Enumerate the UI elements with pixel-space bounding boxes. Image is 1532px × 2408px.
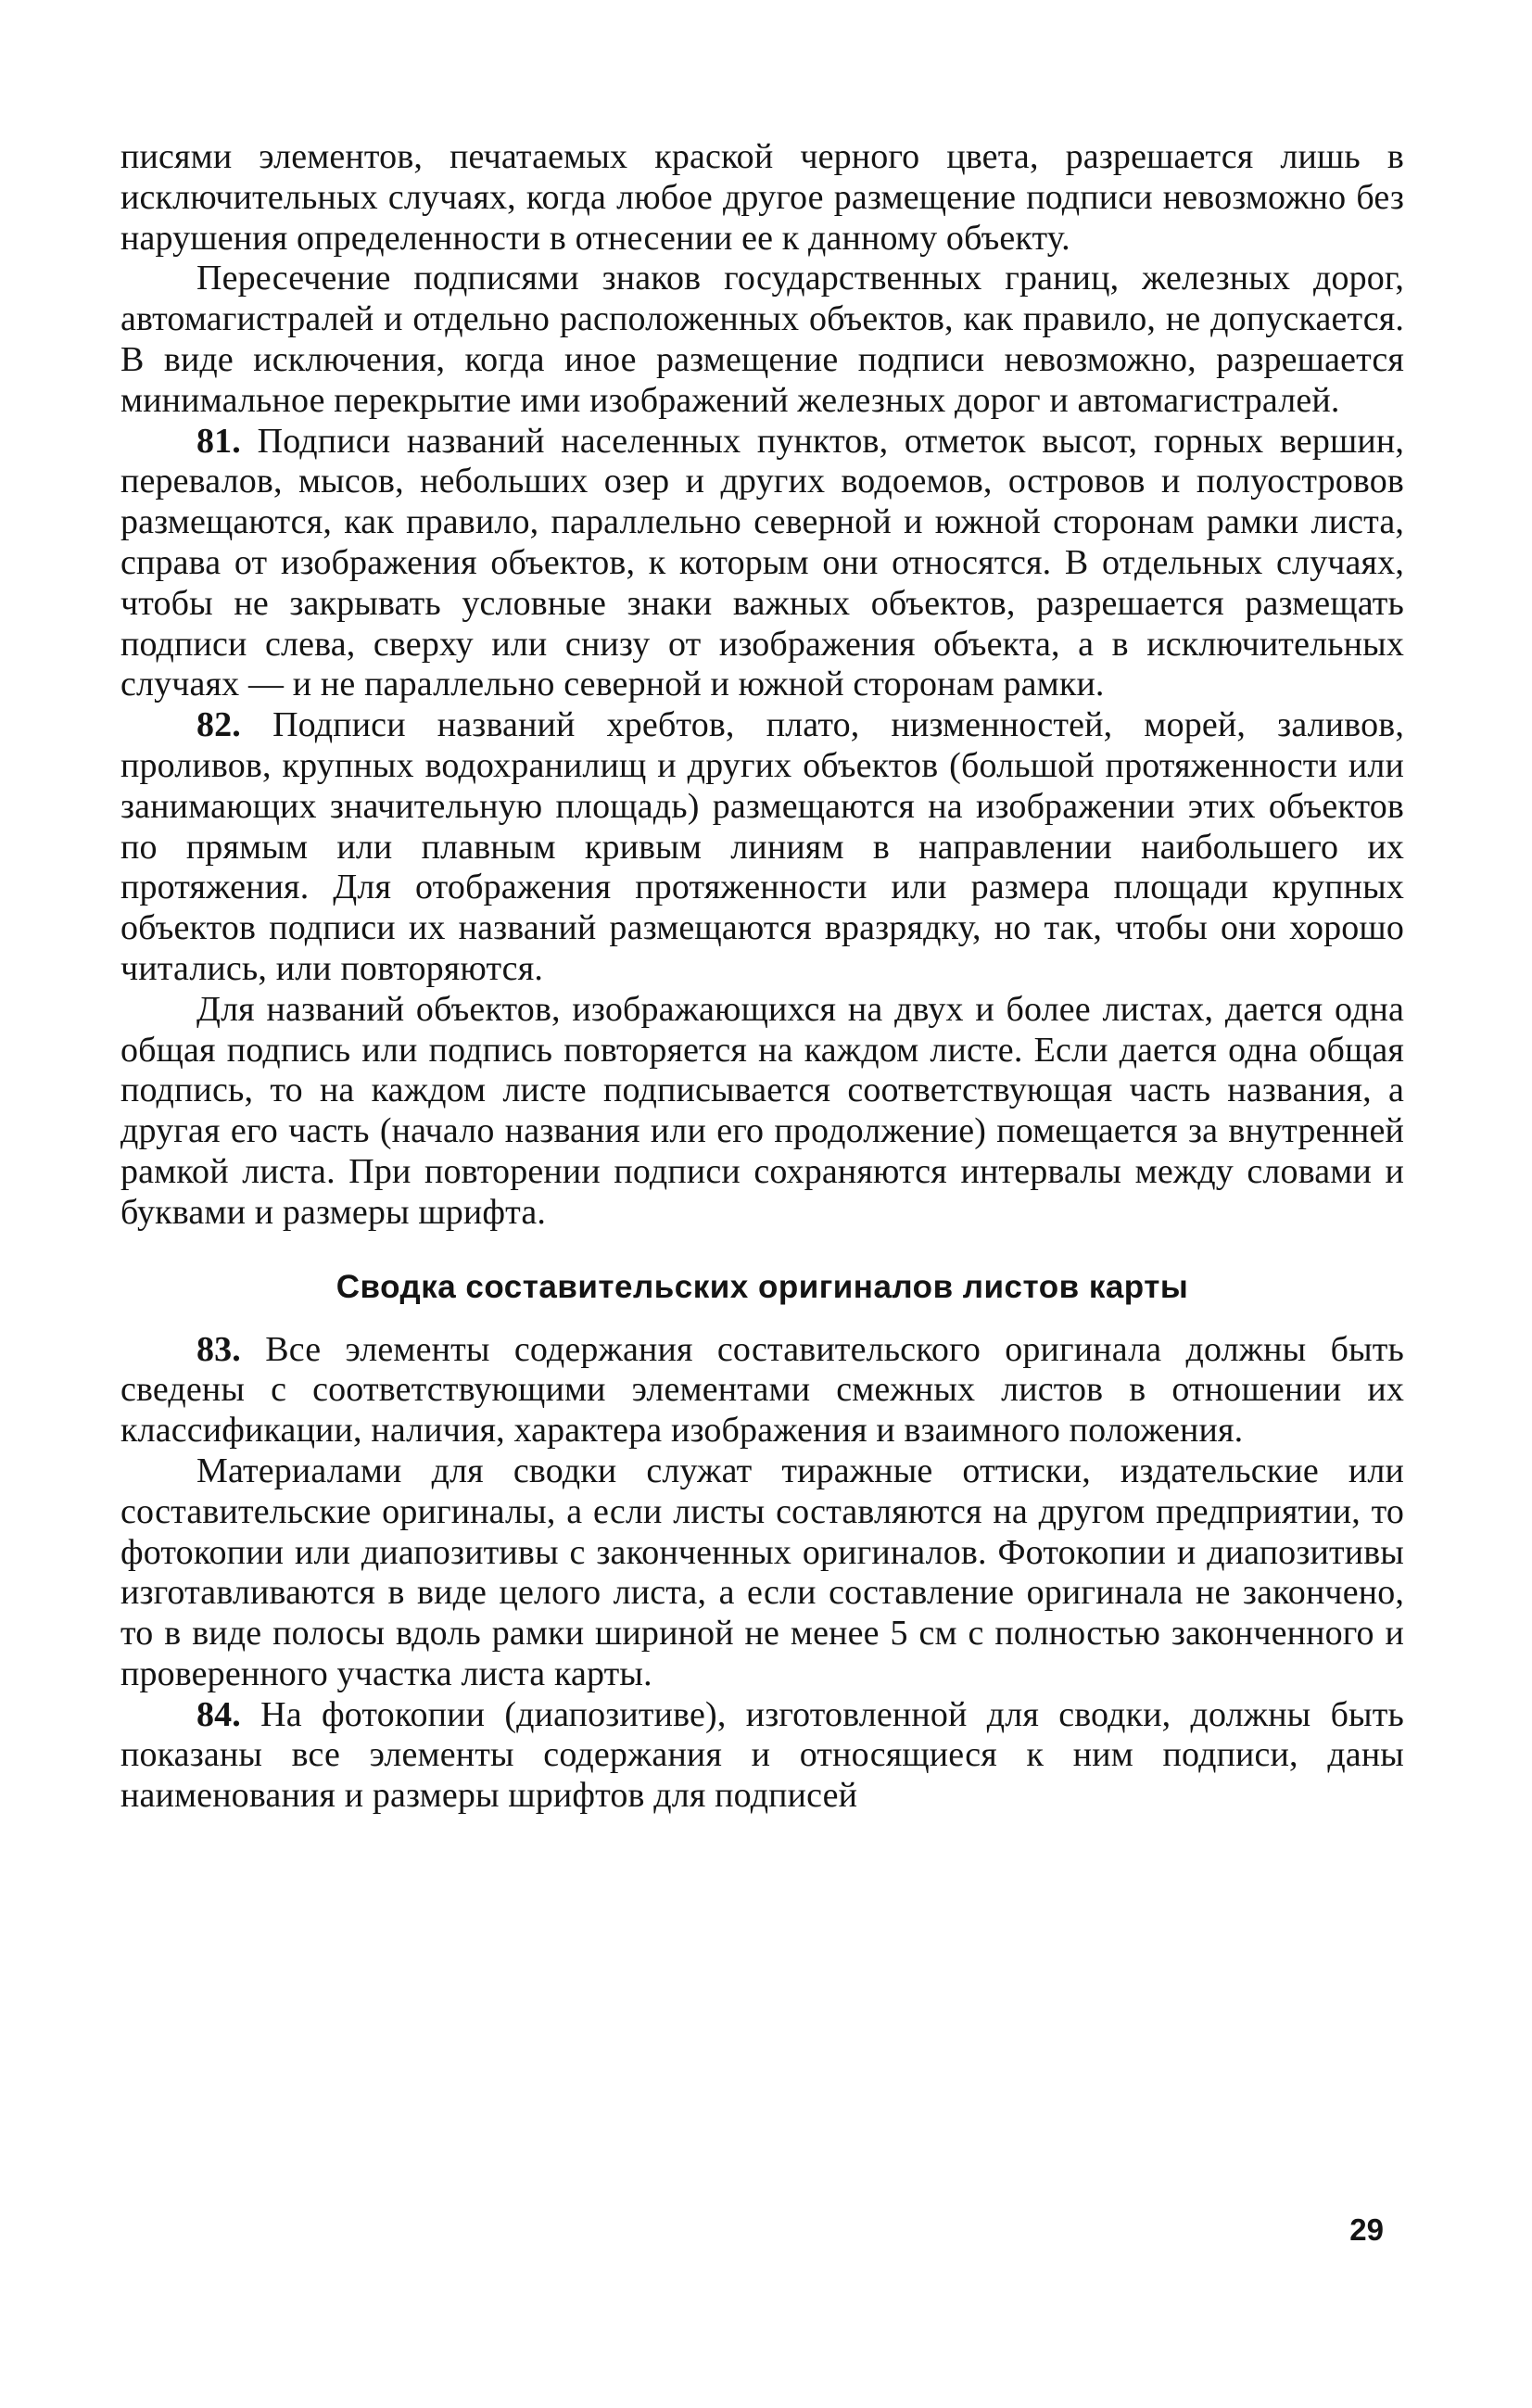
numbered-paragraph — [120, 705, 1404, 990]
paragraph — [120, 259, 1404, 421]
page-number: 29 — [1349, 2212, 1384, 2247]
numbered-paragraph — [120, 1695, 1404, 1817]
paragraph-text: На фотокопии (диапозитиве), изготовленной для сводки, должны быть показаны все элементы содержания и относящиеся к ним подписи, даны наименования и размеры шрифтов для подписей — [120, 1694, 1404, 1816]
numbered-paragraph — [120, 422, 1404, 706]
paragraph-text: писями элементов, печатаемых краской черного цвета, разрешается лишь в исключительных случаях, когда любое другое размещение подписи невозможно без нарушения определенности в отнесении ее к данному объекту. — [120, 137, 1404, 258]
section-heading: Сводка составительских оригиналов листов карты — [336, 1268, 1189, 1305]
page-body — [120, 137, 1404, 1817]
paragraphs-before — [120, 137, 1404, 1234]
paragraph-number: 81. — [196, 421, 241, 461]
numbered-paragraph — [120, 1330, 1404, 1451]
paragraph-number: 84. — [196, 1694, 241, 1734]
paragraph-text: Подписи названий хребтов, плато, низменностей, морей, заливов, проливов, крупных водохранилищ и других объектов (большой протяженности или занимающих значительную площадь) размещаются на изображении этих объектов по прямым или плавным кривым линиям в направлении наибольшего их протяжения. Для отображения протяженности или размера площади крупных объектов подписи их названий размещаются вразрядку, но так, чтобы они хорошо читались, или повторяются. — [120, 705, 1405, 988]
paragraph-number: 83. — [196, 1329, 241, 1369]
paragraph-text: Материалами для сводки служат тиражные оттиски, издательские или составительские оригиналы, а если листы составляются на другом предприятии, то фотокопии или диапозитивы с законченных оригиналов. Фотокопии и диапозитивы изготавливаются в виде целого листа, а если составление оригинала не закончено, то в виде полосы вдоль рамки шириной не менее 5 см с полностью законченного и проверенного участка листа карты. — [120, 1451, 1404, 1693]
paragraph-text: Все элементы содержания составительского оригинала должны быть сведены с соответствующими элементами смежных листов в отношении их классификации, наличия, характера изображения и взаимного положения. — [120, 1329, 1405, 1451]
paragraph-text: Для названий объектов, изображающихся на двух и более листах, дается одна общая подпись или подпись повторяется на каждом листе. Если дается одна общая подпись, то на каждом листе подписывается соответствующая часть названия, а другая его часть (начало названия или его продолжение) помещается за внутренней рамкой листа. При повторении подписи сохраняются интервалы между словами и буквами и размеры шрифта. — [120, 989, 1404, 1232]
paragraph-text: Подписи названий населенных пунктов, отметок высот, горных вершин, перевалов, мысов, небольших озер и других водоемов, островов и полуостровов размещаются, как правило, параллельно северной и южной сторонам рамки листа, справа от изображения объектов, к которым они относятся. В отдельных случаях, чтобы не закрывать условные знаки важных объектов, разрешается размещать подписи слева, сверху или снизу от изображения объекта, а в исключительных случаях — и не параллельно северной и южной сторонам рамки. — [120, 421, 1405, 704]
paragraph — [120, 137, 1404, 259]
paragraph — [120, 990, 1404, 1234]
paragraphs-after — [120, 1330, 1404, 1818]
paragraph-text: Пересечение подписями знаков государственных границ, железных дорог, автомагистралей и отдельно расположенных объектов, как правило, не допускается. В виде исключения, когда иное размещение подписи невозможно, разрешается минимальное перекрытие ими изображений железных дорог и автомагистралей. — [120, 259, 1404, 420]
paragraph-number: 82. — [196, 705, 241, 745]
paragraph — [120, 1451, 1404, 1695]
